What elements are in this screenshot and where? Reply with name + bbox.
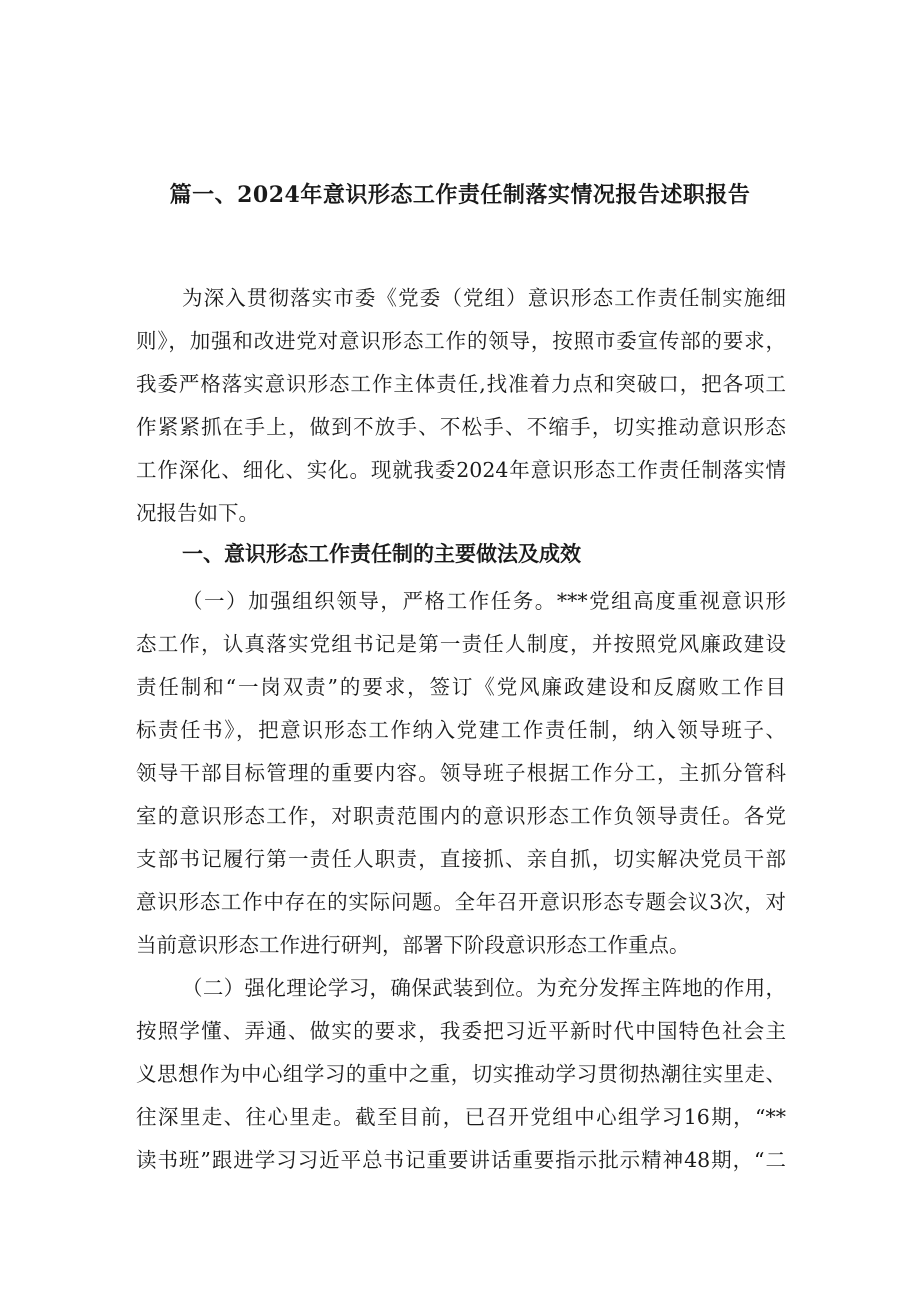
para1-line: 室的意识形态工作，对职责范围内的意识形态工作负领导责任。各党 bbox=[136, 804, 786, 828]
intro-line: 况报告如下。 bbox=[136, 501, 259, 525]
intro-line: 我委严格落实意识形态工作主体责任,找准着力点和突破口，把各项工 bbox=[136, 372, 786, 396]
para2-line: 义思想作为中心组学习的重中之重，切实推动学习贯彻热潮往实里走、 bbox=[136, 1062, 786, 1086]
para2-line: 按照学懂、弄通、做实的要求，我委把习近平新时代中国特色社会主 bbox=[136, 1019, 786, 1043]
section-heading: 一、意识形态工作责任制的主要做法及成效 bbox=[182, 542, 581, 566]
para1-line: 支部书记履行第一责任人职责，直接抓、亲自抓，切实解决党员干部 bbox=[136, 847, 786, 871]
para1-line: （一）加强组织领导，严格工作任务。***党组高度重视意识形 bbox=[182, 589, 786, 613]
para1-line: 态工作，认真落实党组书记是第一责任人制度，并按照党风廉政建设 bbox=[136, 632, 786, 656]
para1-line: 标责任书》，把意识形态工作纳入党建工作责任制，纳入领导班子、 bbox=[136, 718, 786, 742]
document-title: 篇一、2024年意识形态工作责任制落实情况报告述职报告 bbox=[169, 182, 751, 208]
intro-line: 为深入贯彻落实市委《党委（党组）意识形态工作责任制实施细 bbox=[182, 286, 786, 310]
intro-line: 则》，加强和改进党对意识形态工作的领导，按照市委宣传部的要求， bbox=[136, 329, 786, 353]
para1-line: 领导干部目标管理的重要内容。领导班子根据工作分工，主抓分管科 bbox=[136, 761, 786, 785]
intro-line: 工作深化、细化、实化。现就我委2024年意识形态工作责任制落实情 bbox=[136, 458, 786, 482]
para2-line: （二）强化理论学习，确保武装到位。为充分发挥主阵地的作用， bbox=[182, 976, 786, 1000]
para2-line: 往深里走、往心里走。截至目前，已召开党组中心组学习16期，“** bbox=[136, 1105, 786, 1129]
intro-line: 作紧紧抓在手上，做到不放手、不松手、不缩手，切实推动意识形态 bbox=[136, 415, 786, 439]
para2-line: 读书班”跟进学习习近平总书记重要讲话重要指示批示精神48期，“二 bbox=[136, 1148, 786, 1172]
para1-line: 当前意识形态工作进行研判，部署下阶段意识形态工作重点。 bbox=[136, 933, 690, 957]
para1-line: 意识形态工作中存在的实际问题。全年召开意识形态专题会议3次，对 bbox=[136, 890, 786, 914]
para1-line: 责任制和“一岗双责”的要求，签订《党风廉政建设和反腐败工作目 bbox=[136, 675, 786, 699]
